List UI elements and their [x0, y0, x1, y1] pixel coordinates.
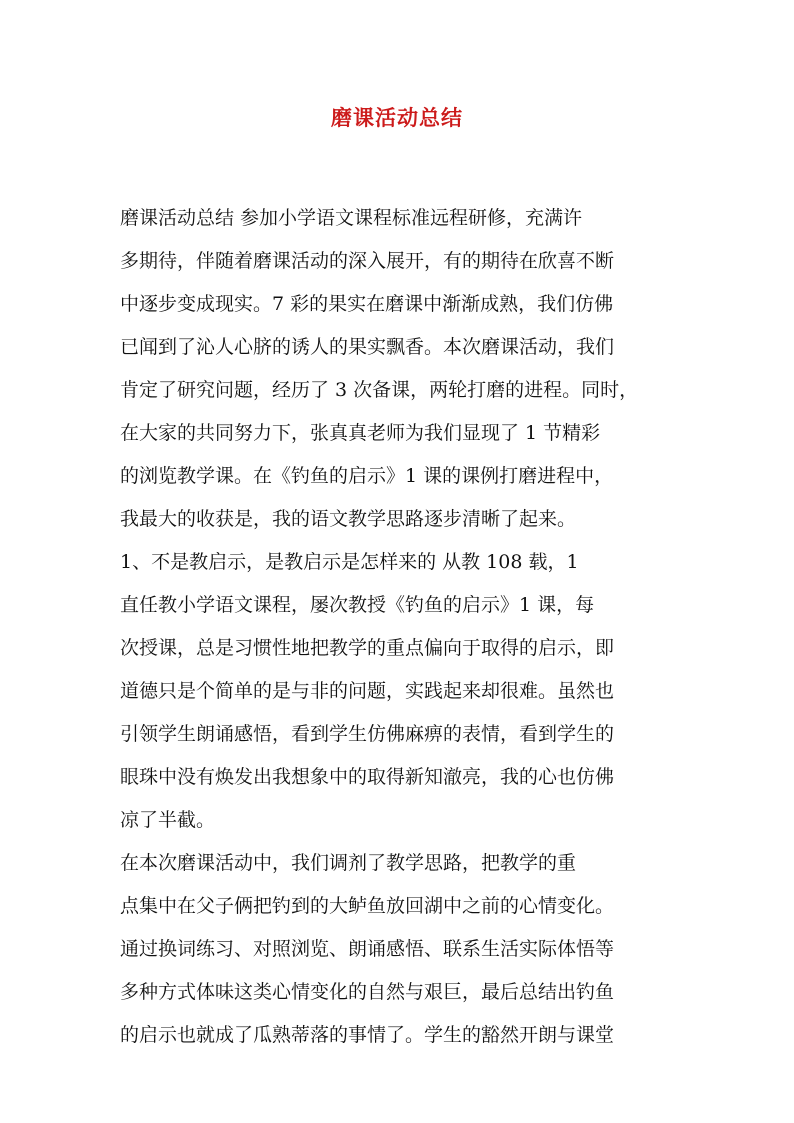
body-line: 多种方式体味这类心情变化的自然与艰巨，最后总结出钓鱼: [120, 981, 615, 1003]
body-line: 凉了半截。: [120, 809, 216, 831]
body-line: 次授课，总是习惯性地把教学的重点偏向于取得的启示，即: [120, 637, 615, 659]
body-line: 肯定了研究问题，经历了 3 次备课，两轮打磨的进程。同时，: [120, 379, 639, 401]
body-line: 我最大的收获是，我的语文教学思路逐步清晰了起来。: [120, 508, 577, 530]
body-line: 中逐步变成现实。7 彩的果实在磨课中渐渐成熟，我们仿佛: [120, 293, 614, 315]
body-line: 磨课活动总结 参加小学语文课程标准远程研修，充满许: [120, 207, 583, 229]
document-title: 磨课活动总结: [331, 105, 463, 130]
body-line: 通过换词练习、对照浏览、朗诵感悟、联系生活实际体悟等: [120, 938, 615, 960]
body-line: 眼珠中没有焕发出我想象中的取得新知澈亮，我的心也仿佛: [120, 766, 615, 788]
body-line: 引领学生朗诵感悟，看到学生仿佛麻痹的表情，看到学生的: [120, 723, 615, 745]
body-line: 在本次磨课活动中，我们调剂了教学思路，把教学的重: [120, 852, 577, 874]
body-line: 1、不是教启示，是教启示是怎样来的 从教 108 载，1: [120, 551, 579, 573]
body-line: 点集中在父子俩把钓到的大鲈鱼放回湖中之前的心情变化。: [120, 895, 615, 917]
body-line: 道德只是个简单的是与非的问题，实践起来却很难。虽然也: [120, 680, 615, 702]
body-line: 的启示也就成了瓜熟蒂落的事情了。学生的豁然开朗与课堂: [120, 1024, 615, 1046]
body-line: 的浏览教学课。在《钓鱼的启示》1 课的课例打磨进程中，: [120, 465, 614, 487]
body-line: 多期待，伴随着磨课活动的深入展开，有的期待在欣喜不断: [120, 250, 615, 272]
body-line: 已闻到了沁人心脐的诱人的果实飘香。本次磨课活动，我们: [120, 336, 615, 358]
body-line: 直任教小学语文课程，屡次教授《钓鱼的启示》1 课，每: [120, 594, 595, 616]
body-line: 在大家的共同努力下，张真真老师为我们显现了 1 节精彩: [120, 422, 601, 444]
